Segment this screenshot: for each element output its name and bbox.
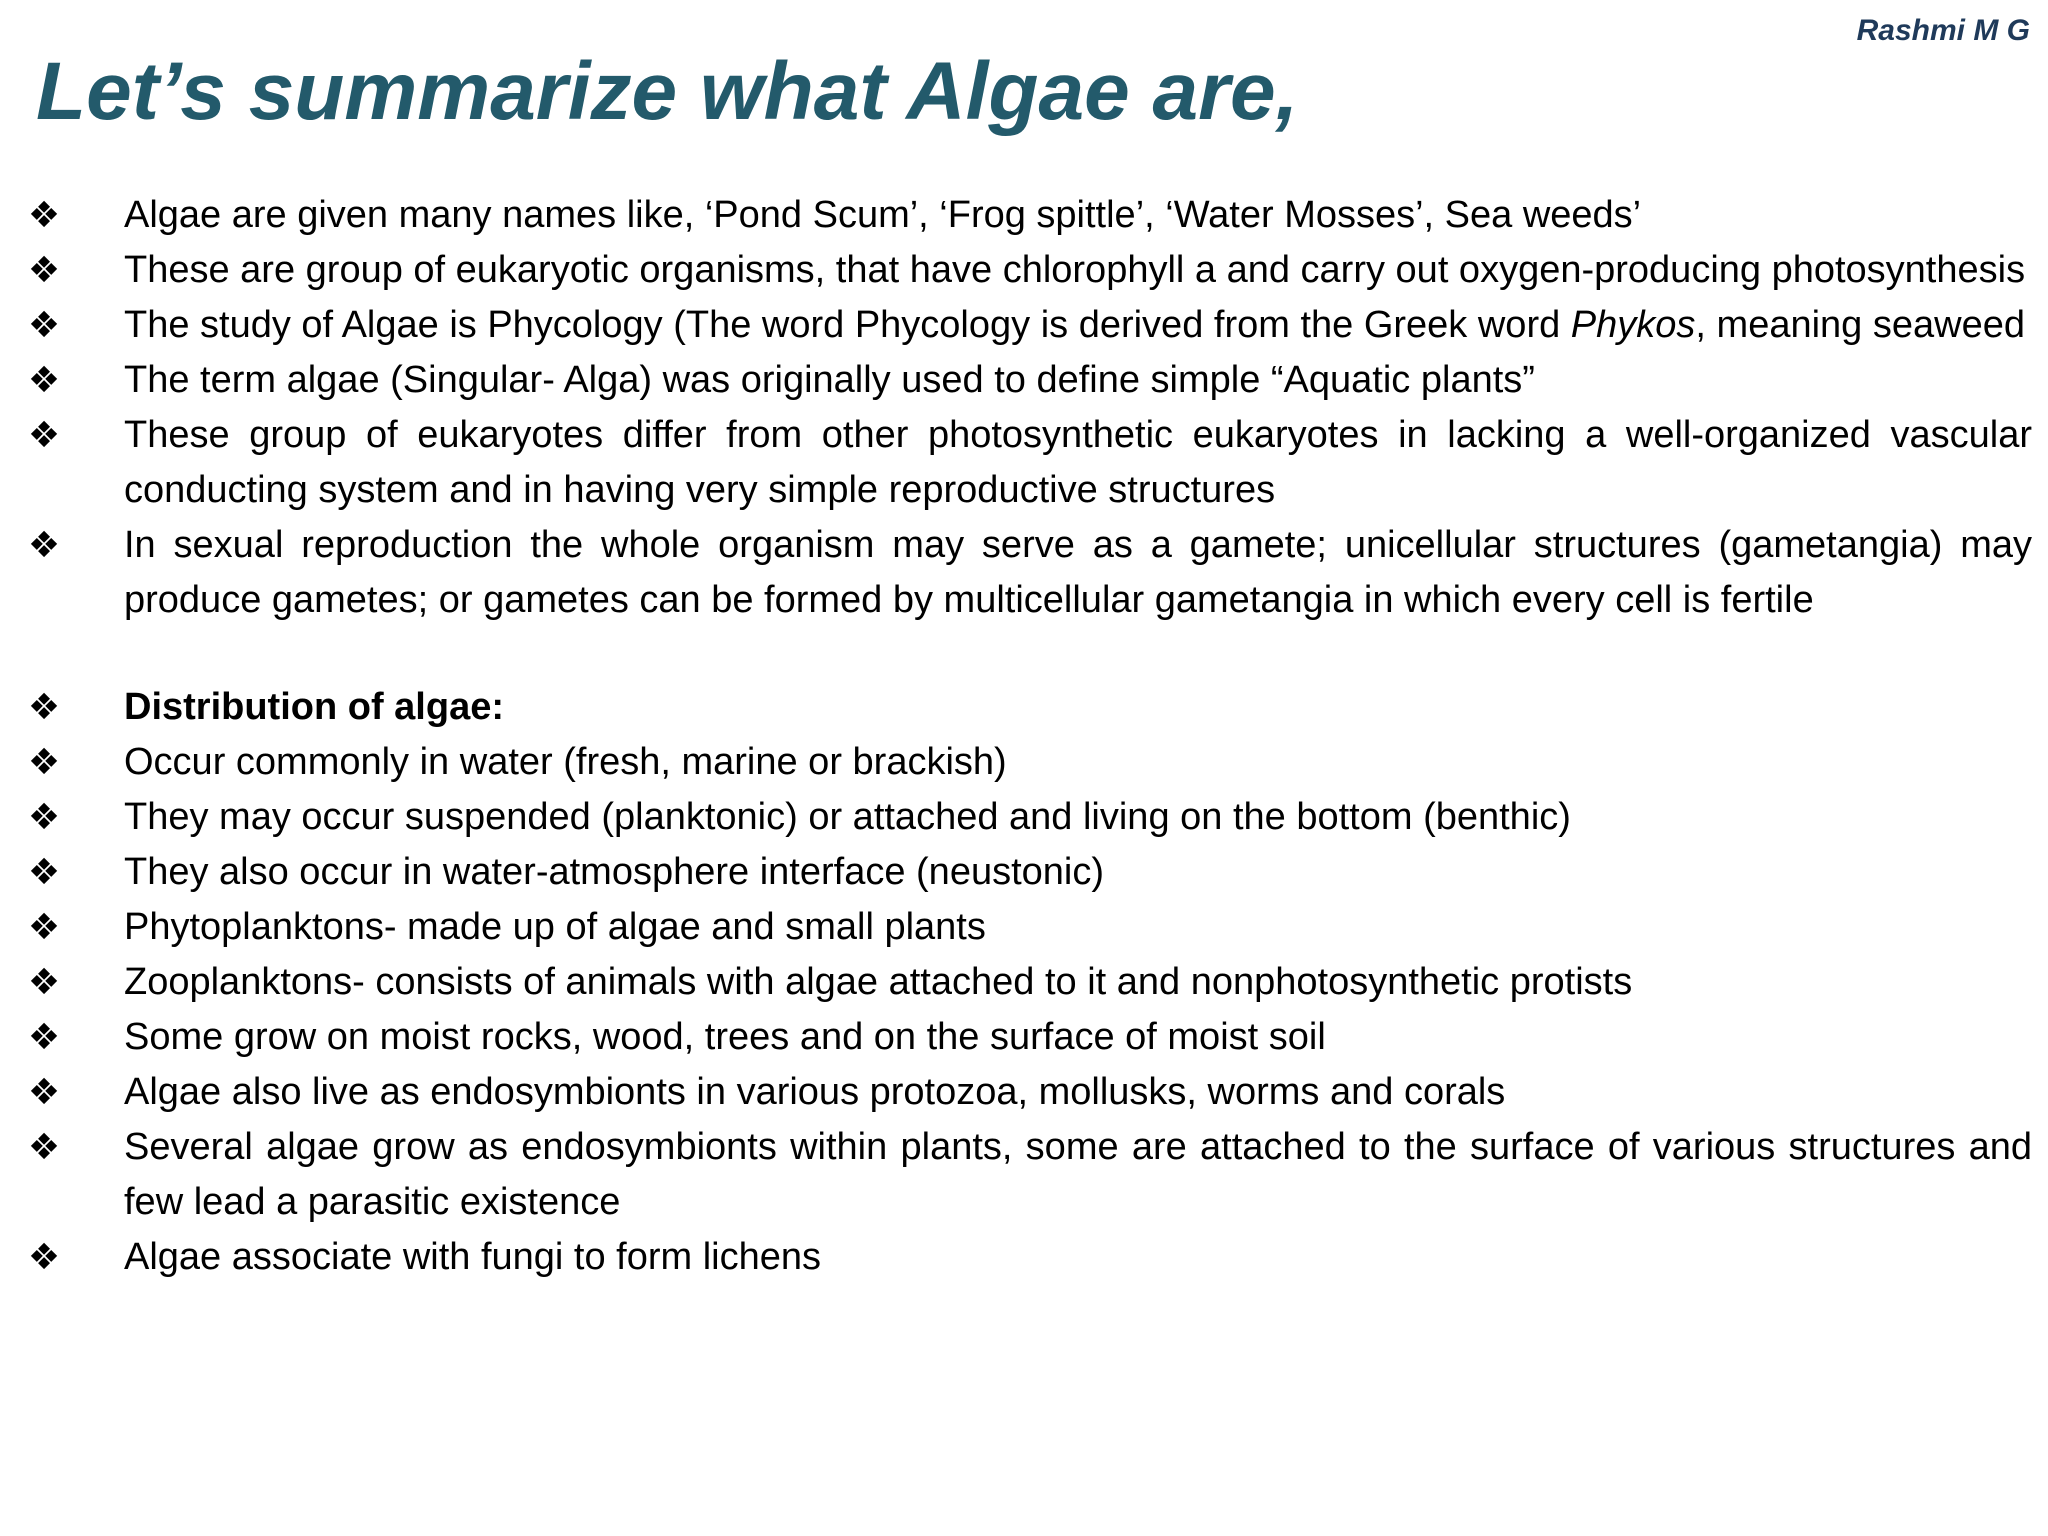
bullet-item xyxy=(22,1230,2032,1285)
bullet-item xyxy=(22,1120,2032,1230)
bullet-text: Phytoplanktons- made up of algae and small plants xyxy=(124,906,986,948)
bullet-text: Algae also live as endosymbionts in various protozoa, mollusks, worms and corals xyxy=(124,1071,1506,1113)
diamond-bullet-icon: ❖ xyxy=(27,1017,61,1058)
bullet-text: Occur commonly in water (fresh, marine or brackish) xyxy=(124,741,1007,783)
bullet-item xyxy=(22,1065,2032,1120)
bullet-item xyxy=(22,518,2032,628)
bullet-text: Some grow on moist rocks, wood, trees and on the surface of moist soil xyxy=(124,1016,1326,1058)
diamond-bullet-icon: ❖ xyxy=(27,415,61,456)
bullet-item xyxy=(22,900,2032,955)
bullet-text: Several algae grow as endosymbionts within plants, some are attached to the surface of various structures and few lead a parasitic existence xyxy=(124,1126,2032,1223)
diamond-bullet-icon: ❖ xyxy=(27,1237,61,1278)
diamond-bullet-icon: ❖ xyxy=(27,687,61,728)
diamond-bullet-icon: ❖ xyxy=(27,907,61,948)
bullet-text: The study of Algae is Phycology (The word Phycology is derived from the Greek word xyxy=(124,304,1571,346)
bullet-text: The term algae (Singular- Alga) was originally used to define simple “Aquatic plants” xyxy=(124,359,1535,401)
bullet-item xyxy=(22,790,2032,845)
bullet-text: These group of eukaryotes differ from other photosynthetic eukaryotes in lacking a well-organized vascular conducting system and in having very simple reproductive structures xyxy=(124,414,2032,511)
bullet-text: , meaning seaweed xyxy=(1695,304,2025,346)
bullet-text: They may occur suspended (planktonic) or attached and living on the bottom (benthic) xyxy=(124,796,1571,838)
bullet-item xyxy=(22,298,2032,353)
bullet-text: These are group of eukaryotic organisms, that have chlorophyll a and carry out oxygen-producing photosynthesis xyxy=(124,249,2026,291)
bullet-item xyxy=(22,353,2032,408)
diamond-bullet-icon: ❖ xyxy=(27,852,61,893)
diamond-bullet-icon: ❖ xyxy=(27,962,61,1003)
bullet-text: In sexual reproduction the whole organism may serve as a gamete; unicellular structures (gametangia) may produce gametes; or gametes can be formed by multicellular gametangia in which every cell is fertile xyxy=(124,524,2032,621)
diamond-bullet-icon: ❖ xyxy=(27,742,61,783)
slide-title: Let’s summarize what Algae are, xyxy=(36,46,1299,137)
bullet-item xyxy=(22,845,2032,900)
diamond-bullet-icon: ❖ xyxy=(27,797,61,838)
diamond-bullet-icon: ❖ xyxy=(27,195,61,236)
bullet-item xyxy=(22,735,2032,790)
bullet-item xyxy=(22,408,2032,518)
bullet-item xyxy=(22,188,2032,243)
diamond-bullet-icon: ❖ xyxy=(27,360,61,401)
bullet-item xyxy=(22,243,2032,298)
diamond-bullet-icon: ❖ xyxy=(27,305,61,346)
bullet-list xyxy=(22,188,2032,1285)
bullet-text: Zooplanktons- consists of animals with algae attached to it and nonphotosynthetic protists xyxy=(124,961,1633,1003)
bullet-item xyxy=(22,1010,2032,1065)
diamond-bullet-icon: ❖ xyxy=(27,525,61,566)
section-heading: Distribution of algae: xyxy=(124,686,504,728)
diamond-bullet-icon: ❖ xyxy=(27,1072,61,1113)
diamond-bullet-icon: ❖ xyxy=(27,250,61,291)
bullet-text: They also occur in water-atmosphere interface (neustonic) xyxy=(124,851,1105,893)
bullet-item xyxy=(22,955,2032,1010)
bullet-text: Algae are given many names like, ‘Pond Scum’, ‘Frog spittle’, ‘Water Mosses’, Sea weeds’ xyxy=(124,194,1642,236)
bullet-item xyxy=(22,680,2032,735)
bullet-text-italic: Phykos xyxy=(1570,304,1696,346)
diamond-bullet-icon: ❖ xyxy=(27,1127,61,1168)
author-name: Rashmi M G xyxy=(1856,14,2030,47)
bullet-text: Algae associate with fungi to form lichens xyxy=(124,1236,822,1278)
